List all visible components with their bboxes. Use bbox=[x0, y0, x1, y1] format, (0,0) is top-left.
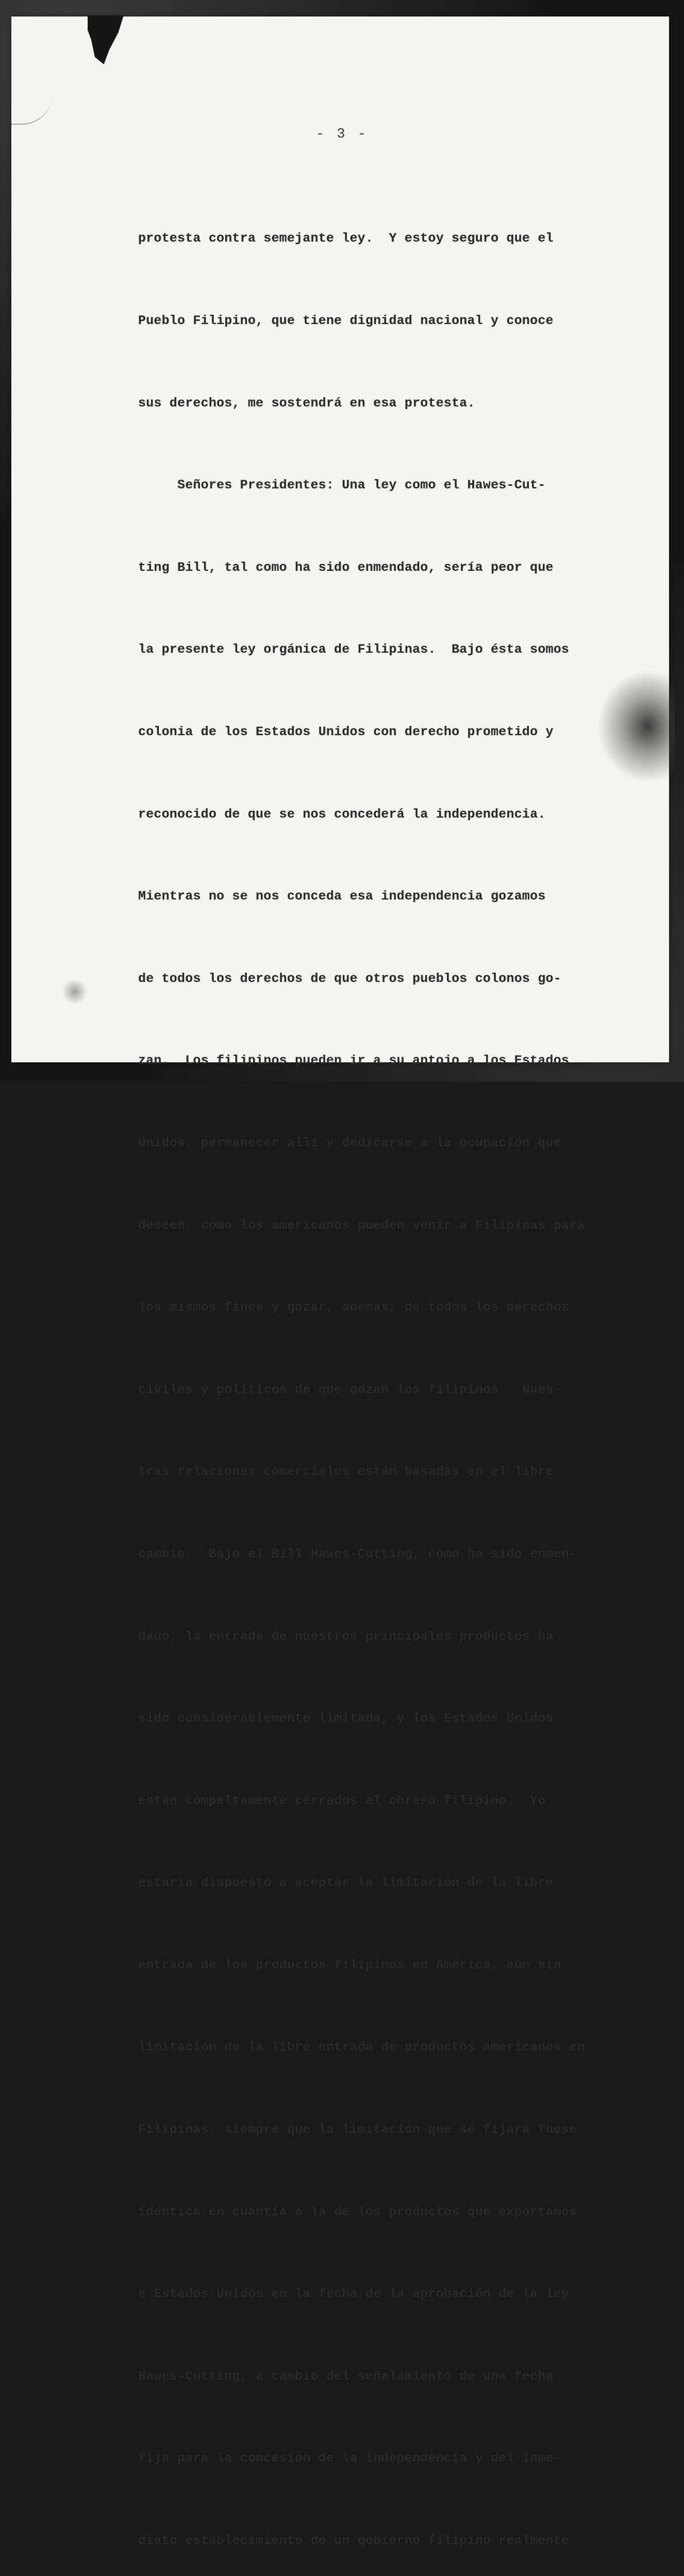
text-line: deseen, como los americanos pueden venir a Filipinas para bbox=[138, 1217, 585, 1233]
text-line: los mismos fines y gozar, además, de todos los derechos bbox=[138, 1300, 570, 1315]
text-line: colonia de los Estados Unidos con derecho prometido y bbox=[138, 724, 554, 739]
text-line: Pueblo Filipino, que tiene dignidad nacional y conoce bbox=[138, 313, 554, 328]
text-line: sus derechos, me sostendrá en esa protesta. bbox=[138, 395, 475, 411]
text-line: Hawes-Cutting, a cambio del señalamiento de una fecha bbox=[138, 2368, 554, 2384]
text-line: idéntica en cuantía a la de los productos que exportamos bbox=[138, 2204, 577, 2219]
text-line: entrada de los productos filipinos en América, aún sin bbox=[138, 1957, 561, 1973]
text-line: están compeltamente cerrados al obrero filipino. Yo bbox=[138, 1793, 546, 1808]
text-line: cambio. Bajo el Bill Hawes-Cutting, como ha sido enmen- bbox=[138, 1546, 577, 1562]
text-line: Unidos, permanecer allí y dedicarse a la ocupación que bbox=[138, 1135, 561, 1150]
text-line: tras relaciones comerciales están basadas en el libre bbox=[138, 1464, 554, 1480]
text-line: Mientras no se nos conceda esa independencia gozamos bbox=[138, 889, 546, 904]
text-line: estaría dispuesto a aceptar la limitación de la libre bbox=[138, 1875, 554, 1891]
text-line: Filipinas, siempre que la limitación que se fijará fuese bbox=[138, 2122, 577, 2138]
body-text bbox=[138, 170, 612, 2576]
dust-speck bbox=[62, 979, 88, 1005]
text-line: sido considerablemente limitada, y los Estados Unidos bbox=[138, 1711, 554, 1726]
text-line: la presente ley orgánica de Filipinas. Bajo ésta somos bbox=[138, 642, 570, 657]
text-line: reconocido de que se nos concederá la independencia. bbox=[138, 806, 546, 822]
text-line: Señores Presidentes: Una ley como el Hawes-Cut- bbox=[138, 478, 546, 493]
text-line: diato establecimiento de un gobierno filipino realmente bbox=[138, 2533, 570, 2549]
text-line: civiles y políticos de que gozan los filipinos. Nues- bbox=[138, 1382, 561, 1397]
text-line: a Estados Unidos en la fecha de la aprobación de la ley bbox=[138, 2286, 570, 2302]
text-line: fija para la concesión de la independencia y del inme- bbox=[138, 2451, 561, 2466]
text-line: protesta contra semejante ley. Y estoy seguro que el bbox=[138, 231, 554, 246]
text-line: ting Bill, tal como ha sido enmendado, sería peor que bbox=[138, 560, 554, 575]
text-line: zan. Los filipinos pueden ir a su antojo a los Estados bbox=[138, 1053, 570, 1069]
text-line: limitación de la libre entrada de productos americanos en bbox=[138, 2040, 585, 2055]
text-line: de todos los derechos de que otros pueblos colonos go- bbox=[138, 971, 561, 986]
page-number: - 3 - bbox=[315, 127, 368, 142]
text-line: dado, la entrada de nuestros principales productos ha bbox=[138, 1629, 554, 1644]
